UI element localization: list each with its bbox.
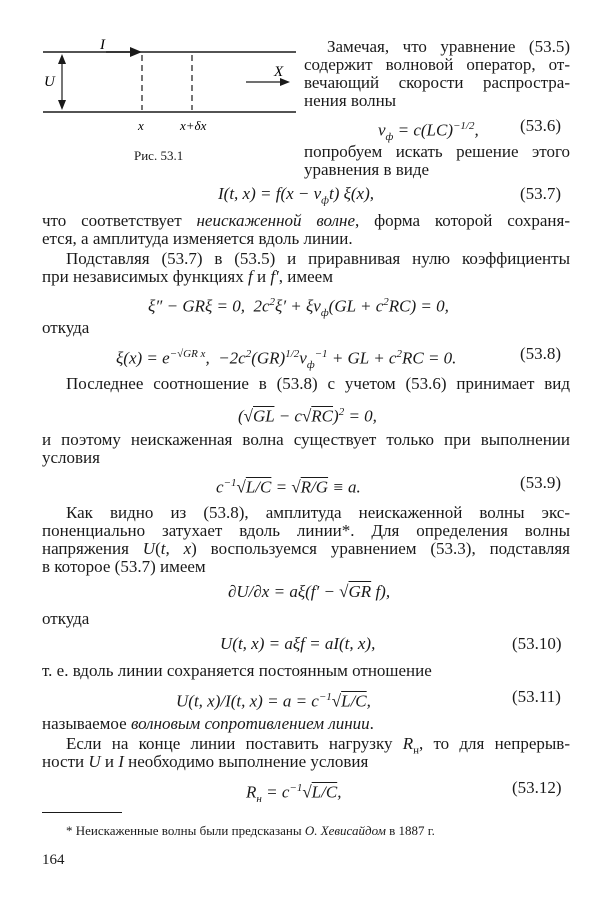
eq-number-53-6: (53.6) [520, 116, 562, 135]
eq-53-12: $R_н = c^{-1}√L/C$, [246, 782, 342, 806]
eq-53-9: $c^{-1}√L/C = √R/G \equiv a$. [216, 477, 361, 497]
figure-caption: Рис. 53.1 [134, 148, 184, 163]
p3-line2: ется, а амплитуда изменяется вдоль линии. [42, 229, 353, 248]
p7-line3: напряжения U(t, x) воспользуемся уравнением (53.3), подставляя [42, 539, 570, 558]
p5-line1: Последнее соотношение в (53.8) с учетом (53.6) принимает вид [66, 374, 570, 393]
otkuda-2: откуда [42, 609, 90, 628]
page-number: 164 [42, 852, 65, 868]
label-I: I [100, 38, 105, 53]
p9-line1: называемое волновым сопротивлением линии. [42, 714, 374, 733]
label-x-plus-dx: x+δx [180, 118, 207, 133]
eq-xi: ξ″ − GRξ = 0, $2c^2\xi' + \xi v_ф(GL + c^2RC) = 0$, [148, 296, 449, 320]
p10-line2: ности U и I необходимо выполнение условия [42, 752, 369, 771]
eq-square: $(√GL - c√RC)^2 = 0$, [238, 406, 377, 426]
footnote-rule [42, 812, 122, 813]
eq-number-53-7: (53.7) [520, 184, 562, 203]
otkuda-1: откуда [42, 318, 90, 337]
p4-line2: при независимых функциях f и f′, имеем [42, 267, 333, 286]
label-U: U [44, 74, 55, 90]
p1-line4: нения волны [304, 91, 397, 110]
p7-line1: Как видно из (53.8), амплитуда неискаженной волны экс- [66, 503, 570, 522]
eq-dU-dx: ∂U/∂x = aξ(f′ − √GR f), [228, 582, 391, 601]
p1-line1: Замечая, что уравнение (53.5) [327, 37, 570, 56]
p4-line1: Подставляя (53.7) в (53.5) и приравнивая нулю коэффициенты [66, 249, 570, 268]
eq-53-10: U(t, x) = aξf = aI(t, x), [220, 634, 376, 653]
p3-line1: что соответствует неискаженной волне, форма которой сохраня- [42, 211, 570, 230]
p2-line2: уравнения в виде [304, 160, 430, 179]
eq-53-11: U(t, x)/I(t, $x) = a = c^{-1}√L/C$, [176, 691, 371, 711]
eq-number-53-8: (53.8) [520, 344, 562, 363]
p1-line2: содержит волновой оператор, от- [304, 55, 570, 74]
eq-number-53-9: (53.9) [520, 473, 562, 492]
eq-53-8: $\xi(x) = e^{-√GR x}$, $-2c^2(GR)^{1/2}v_ф^{-1}$ + GL + $c^2RC = 0$. [116, 348, 457, 372]
current-arrow-head [130, 47, 142, 57]
label-X: X [274, 64, 284, 80]
p7-line2: поненциально затухает вдоль линии*. Для определения волны [42, 521, 570, 540]
p1-line3: вечающий скорости распростра- [304, 73, 570, 92]
label-x: x [138, 118, 144, 133]
p6-line2: условия [42, 448, 100, 467]
footnote: * Неискаженные волны были предсказаны О. Хевисайдом в 1887 г. [66, 823, 435, 838]
figure-53-1 [38, 38, 298, 138]
eq-53-7: I(t, $x) = f(x - v_фt)$ ξ(x), [218, 184, 375, 207]
p10-line1: Если на конце линии поставить нагрузку $R_н$, то для непрерыв- [66, 734, 570, 757]
eq-53-6: $v_ф = c(LC)^{-1/2}$, [378, 120, 479, 144]
eq-number-53-10: (53.10) [512, 634, 562, 653]
eq-number-53-11: (53.11) [512, 687, 561, 706]
p8-line1: т. е. вдоль линии сохраняется постоянным отношение [42, 661, 432, 680]
eq-number-53-12: (53.12) [512, 778, 562, 797]
voltage-arrow-head-up [58, 54, 66, 64]
p2-line1: попробуем искать решение этого [304, 142, 570, 161]
p6-line1: и поэтому неискаженная волна существует только при выполнении [42, 430, 570, 449]
voltage-arrow-head-down [58, 100, 66, 110]
p7-line4: в которое (53.7) имеем [42, 557, 206, 576]
